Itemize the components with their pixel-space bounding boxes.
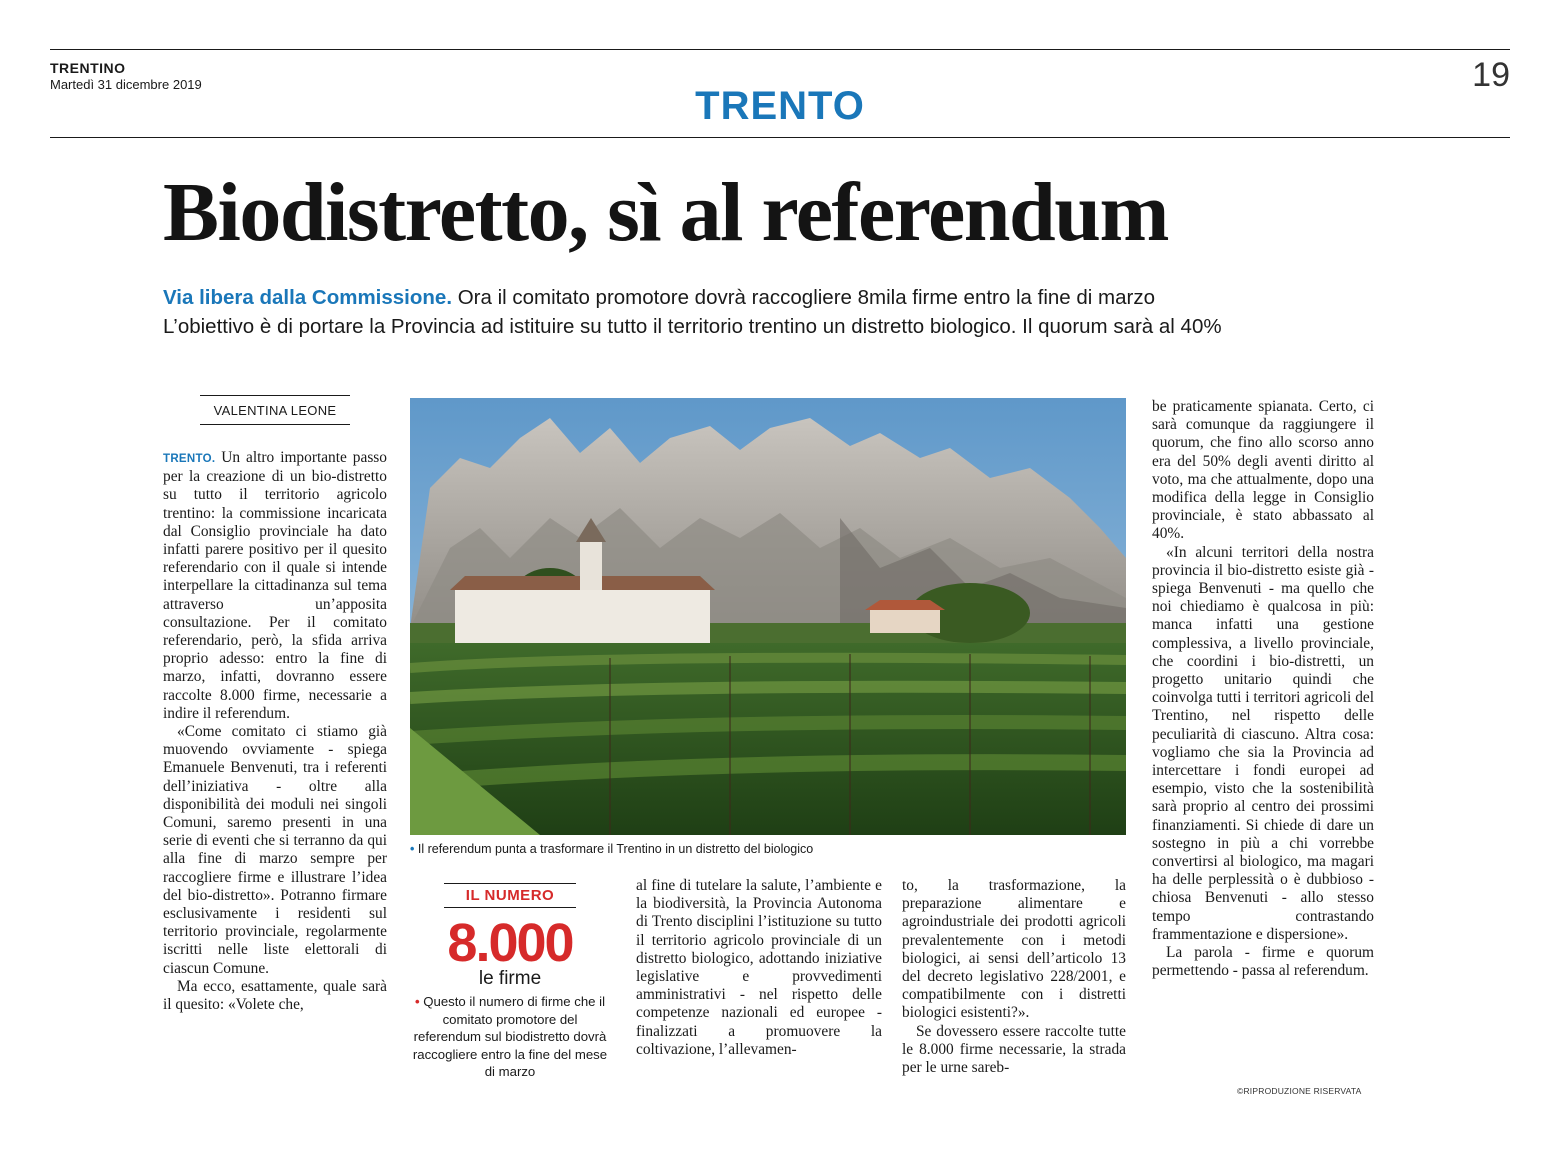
article-paragraph: «In alcuni territori della nostra provincia il bio-distretto esiste già - spiega Benvenuti - ma quello che noi chiediamo è qualcosa in più: manca infatti una gestione complessiva, a livello provinciale, che coordini i bio-distretti, un progetto unitario quindi che coinvolga tutti i territori agricoli del Trentino, nel rispetto delle peculiarità di ciascuno. Altra cosa: vogliamo che sia la Provincia ad intercettare i fondi europei ad esempio, visto che la sostenibilità sarà proprio al centro dei prossimi finanziamenti. Si chiede di dare un sostegno in più a chi vorrebbe convertirsi al biologico, ma magari ha delle perplessità o è dubbioso - chiosa Benvenuti - allo stesso tempo contrastando frammentazione e dispersione». bbox=[1152, 543, 1374, 943]
article-paragraph: «Come comitato ci stiamo già muovendo ovviamente - spiega Emanuele Benvenuti, tra i referenti dell’iniziativa - oltre alla disponibilità dei moduli nei singoli Comuni, saremo presenti in una serie di eventi che si terranno da qui alla fine di marzo sempre per raccogliere firme e illustrare l’idea del bio-distretto». Potranno firmare esclusivamente i residenti sul territorio provinciale, regolarmente iscritti nelle liste elettorali di ciascun Comune. bbox=[163, 723, 387, 977]
article-column-5 bbox=[1152, 398, 1374, 981]
article-paragraph: Se dovessero essere raccolte tutte le 8.000 firme necessarie, la strada per le urne sareb- bbox=[902, 1022, 1126, 1077]
number-box-value: 8.000 bbox=[447, 913, 573, 973]
article-paragraph: al fine di tutelare la salute, l’ambiente e la biodiversità, la Provincia Autonoma di Trento disciplini l’istituzione su tutto il territorio agricolo provinciale di un distretto biologico, adottando iniziative legislative e provvedimenti amministrativi - nel rispetto delle competenze nazionali ed europee - finalizzati a promuovere la coltivazione, l’allevamen- bbox=[636, 877, 882, 1058]
article-column-3 bbox=[636, 877, 882, 1059]
vineyard-mountain-image bbox=[410, 398, 1126, 835]
number-box-unit: le firme bbox=[478, 968, 542, 989]
photo-caption bbox=[410, 842, 813, 856]
issue-date: Martedì 31 dicembre 2019 bbox=[50, 77, 202, 92]
vineyard-photo bbox=[410, 398, 1126, 835]
subheadline-line-2: L’obiettivo è di portare la Provincia ad istituire su tutto il territorio trentino un distretto biologico. Il quorum sarà al 40% bbox=[163, 315, 1222, 338]
headline: Biodistretto, sì al referendum bbox=[163, 166, 1168, 259]
subheadline-line-1 bbox=[163, 286, 1155, 310]
byline: VALENTINA LEONE bbox=[200, 395, 350, 425]
article-paragraph: be praticamente spianata. Certo, ci sarà comunque da raggiungere il quorum, che fino allo scorso anno era del 50% degli aventi diritto al voto, ma che attualmente, dopo una modifica della legge in Consiglio provinciale, è stato abbassato al 40%. bbox=[1152, 398, 1374, 543]
page-number: 19 bbox=[1472, 56, 1510, 94]
number-box-label: IL NUMERO bbox=[444, 883, 576, 908]
header-rule bbox=[50, 137, 1510, 138]
dateline-kicker: TRENTO. bbox=[163, 453, 216, 465]
article-paragraph: to, la trasformazione, la preparazione alimentare e agroindustriale dei prodotti agricoli prevalentemente con i metodi biologici, ai sensi dell’articolo 13 del decreto legislativo 228/2001, e compatibilmente con i distretti biologici esistenti?». bbox=[902, 877, 1126, 1022]
article-column-1 bbox=[163, 449, 387, 1014]
caption-text: Il referendum punta a trasformare il Trentino in un distretto del biologico bbox=[417, 842, 814, 856]
section-title: TRENTO bbox=[695, 84, 865, 128]
article-paragraph: TRENTO. Un altro importante passo per la creazione di un bio-distretto su tutto il territorio agricolo trentino: la commissione incaricata dal Consiglio provinciale ha dato infatti parere positivo per il quesito referendario con il quale si intende interpellare la cittadinanza sul tema attraverso un’apposita consultazione. Per il comitato referendario, però, la sfida arriva proprio adesso: entro la fine di marzo, infatti, dovranno essere raccolte 8.000 firme, necessarie a indire il referendum. bbox=[163, 449, 387, 722]
subheadline-line-1-text: Ora il comitato promotore dovrà raccogliere 8mila firme entro la fine di marzo bbox=[452, 286, 1155, 309]
number-box-description: • Questo il numero di firme che il comitato promotore del referendum sul biodistretto dovrà raccogliere entro la fine del mese di marzo bbox=[412, 994, 608, 1079]
subheadline-lead: Via libera dalla Commissione. bbox=[163, 286, 453, 309]
caption-bullet-icon: • bbox=[410, 842, 415, 856]
article-column-4 bbox=[902, 877, 1126, 1077]
article-paragraph: Ma ecco, esattamente, quale sarà il quesito: «Volete che, bbox=[163, 977, 387, 1014]
copyright-credit: ©RIPRODUZIONE RISERVATA bbox=[1237, 1086, 1362, 1096]
number-box bbox=[410, 883, 610, 1081]
description-bullet-icon: • bbox=[414, 994, 420, 1009]
newspaper-name: TRENTINO bbox=[50, 60, 126, 76]
article-paragraph: La parola - firme e quorum permettendo - passa al referendum. bbox=[1152, 944, 1374, 980]
top-rule bbox=[50, 49, 1510, 50]
